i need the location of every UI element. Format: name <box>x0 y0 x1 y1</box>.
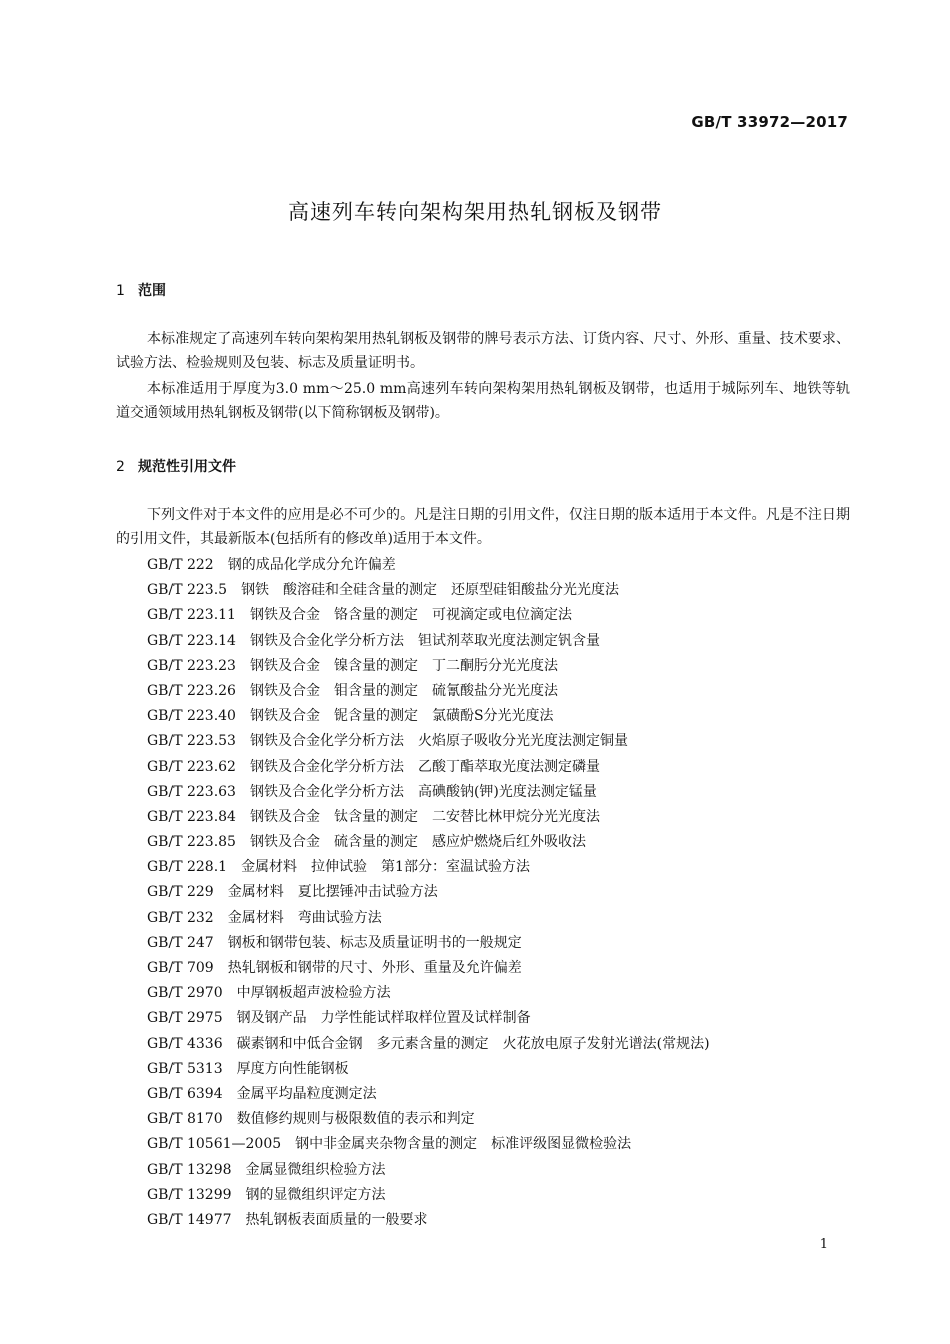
section-1-heading <box>116 280 166 300</box>
section-1-title: 范围 <box>138 283 166 299</box>
reference-code: GB/T 4336 <box>147 1035 223 1052</box>
reference-item <box>147 654 850 679</box>
reference-title: 钢铁及合金 钼含量的测定 硫氰酸盐分光光度法 <box>249 682 558 699</box>
reference-title: 中厚钢板超声波检验方法 <box>236 985 391 1002</box>
reference-code: GB/T 223.84 <box>147 808 236 825</box>
reference-code: GB/T 232 <box>147 909 214 926</box>
reference-item <box>147 1006 850 1031</box>
section-2-intro: 下列文件对于本文件的应用是必不可少的。凡是注日期的引用文件，仅注日期的版本适用于本文件。凡是不注日期的引用文件，其最新版本(包括所有的修改单)适用于本文件。 <box>116 507 850 547</box>
reference-title: 钢铁及合金化学分析方法 乙酸丁酯萃取光度法测定磷量 <box>249 758 600 775</box>
section-1-paragraph-2: 本标准适用于厚度为3.0 mm～25.0 mm高速列车转向架构架用热轧钢板及钢带，也适用于城际列车、地铁等轨道交通领域用热轧钢板及钢带(以下简称钢板及钢带)。 <box>116 381 850 421</box>
reference-title: 钢铁及合金化学分析方法 火焰原子吸收分光光度法测定铜量 <box>249 733 628 750</box>
reference-item <box>147 704 850 729</box>
reference-title: 金属平均晶粒度测定法 <box>236 1085 377 1102</box>
reference-item <box>147 1183 850 1208</box>
reference-item <box>147 1158 850 1183</box>
reference-item <box>147 1208 850 1233</box>
reference-item <box>147 1032 850 1057</box>
reference-title: 钢铁 酸溶硅和全硅含量的测定 还原型硅钼酸盐分光光度法 <box>241 582 620 599</box>
reference-code: GB/T 10561—2005 <box>147 1136 282 1153</box>
reference-item <box>147 805 850 830</box>
reference-item <box>147 956 850 981</box>
reference-code: GB/T 13298 <box>147 1161 232 1178</box>
reference-code: GB/T 2975 <box>147 1010 223 1027</box>
reference-item <box>147 603 850 628</box>
reference-code: GB/T 229 <box>147 884 214 901</box>
reference-title: 金属显微组织检验方法 <box>245 1161 386 1178</box>
reference-code: GB/T 2970 <box>147 985 223 1002</box>
section-1-paragraph-1: 本标准规定了高速列车转向架构架用热轧钢板及钢带的牌号表示方法、订货内容、尺寸、外形、重量、技术要求、试验方法、检验规则及包装、标志及质量证明书。 <box>116 331 850 371</box>
reference-item <box>147 880 850 905</box>
reference-title: 钢铁及合金化学分析方法 高碘酸钠(钾)光度法测定锰量 <box>249 783 597 800</box>
reference-code: GB/T 223.62 <box>147 758 236 775</box>
reference-code: GB/T 223.11 <box>147 607 236 624</box>
section-1-number: 1 <box>116 283 125 299</box>
reference-title: 数值修约规则与极限数值的表示和判定 <box>236 1111 475 1128</box>
reference-list <box>147 553 850 1233</box>
reference-title: 钢铁及合金 硫含量的测定 感应炉燃烧后红外吸收法 <box>249 834 586 851</box>
reference-code: GB/T 709 <box>147 960 214 976</box>
reference-item <box>147 855 850 880</box>
reference-item <box>147 755 850 780</box>
reference-code: GB/T 247 <box>147 934 214 951</box>
standard-number: GB/T 33972—2017 <box>691 113 848 131</box>
reference-title: 金属材料 弯曲试验方法 <box>227 909 382 926</box>
section-2-title: 规范性引用文件 <box>138 459 236 475</box>
reference-item <box>147 629 850 654</box>
reference-item <box>147 1057 850 1082</box>
reference-code: GB/T 223.26 <box>147 682 236 699</box>
section-2-number: 2 <box>116 459 125 475</box>
reference-code: GB/T 223.63 <box>147 783 236 800</box>
reference-item <box>147 1132 850 1157</box>
reference-title: 厚度方向性能钢板 <box>236 1060 349 1077</box>
reference-title: 钢板和钢带包装、标志及质量证明书的一般规定 <box>227 934 522 951</box>
reference-code: GB/T 228.1 <box>147 859 228 876</box>
reference-title: 热轧钢板和钢带的尺寸、外形、重量及允许偏差 <box>227 960 522 976</box>
reference-code: GB/T 223.5 <box>147 582 228 599</box>
reference-title: 钢铁及合金 镍含量的测定 丁二酮肟分光光度法 <box>249 657 558 674</box>
reference-title: 钢铁及合金 铌含量的测定 氯磺酚S分光光度法 <box>249 708 554 725</box>
reference-item <box>147 679 850 704</box>
reference-item <box>147 553 850 578</box>
reference-item <box>147 729 850 754</box>
reference-title: 金属材料 夏比摆锤冲击试验方法 <box>227 884 438 901</box>
reference-title: 钢的成品化学成分允许偏差 <box>227 557 396 573</box>
reference-code: GB/T 223.40 <box>147 708 236 725</box>
reference-title: 钢铁及合金化学分析方法 钽试剂萃取光度法测定钒含量 <box>249 632 600 649</box>
reference-title: 钢的显微组织评定方法 <box>245 1186 386 1203</box>
reference-item <box>147 931 850 956</box>
reference-code: GB/T 223.85 <box>147 834 236 851</box>
reference-title: 钢铁及合金 钛含量的测定 二安替比林甲烷分光光度法 <box>249 808 600 825</box>
reference-item <box>147 780 850 805</box>
reference-code: GB/T 222 <box>147 557 214 573</box>
document-title: 高速列车转向架构架用热轧钢板及钢带 <box>288 200 662 224</box>
reference-item <box>147 981 850 1006</box>
reference-item <box>147 578 850 603</box>
reference-item <box>147 1107 850 1132</box>
reference-title: 钢铁及合金 铬含量的测定 可视滴定或电位滴定法 <box>249 607 572 624</box>
page-number: 1 <box>819 1237 828 1252</box>
reference-title: 金属材料 拉伸试验 第1部分：室温试验方法 <box>241 859 530 876</box>
reference-title: 热轧钢板表面质量的一般要求 <box>245 1211 428 1228</box>
reference-code: GB/T 8170 <box>147 1111 223 1128</box>
reference-code: GB/T 6394 <box>147 1085 223 1102</box>
reference-code: GB/T 223.53 <box>147 733 236 750</box>
reference-code: GB/T 5313 <box>147 1060 223 1077</box>
reference-item <box>147 830 850 855</box>
reference-title: 碳素钢和中低合金钢 多元素含量的测定 火花放电原子发射光谱法(常规法) <box>236 1035 710 1052</box>
reference-title: 钢及钢产品 力学性能试样取样位置及试样制备 <box>236 1010 531 1027</box>
reference-code: GB/T 223.23 <box>147 657 236 674</box>
reference-item <box>147 1082 850 1107</box>
section-2-heading <box>116 456 236 476</box>
reference-code: GB/T 14977 <box>147 1211 232 1228</box>
reference-title: 钢中非金属夹杂物含量的测定 标准评级图显微检验法 <box>295 1136 632 1153</box>
reference-code: GB/T 13299 <box>147 1186 232 1203</box>
reference-code: GB/T 223.14 <box>147 632 236 649</box>
reference-item <box>147 906 850 931</box>
